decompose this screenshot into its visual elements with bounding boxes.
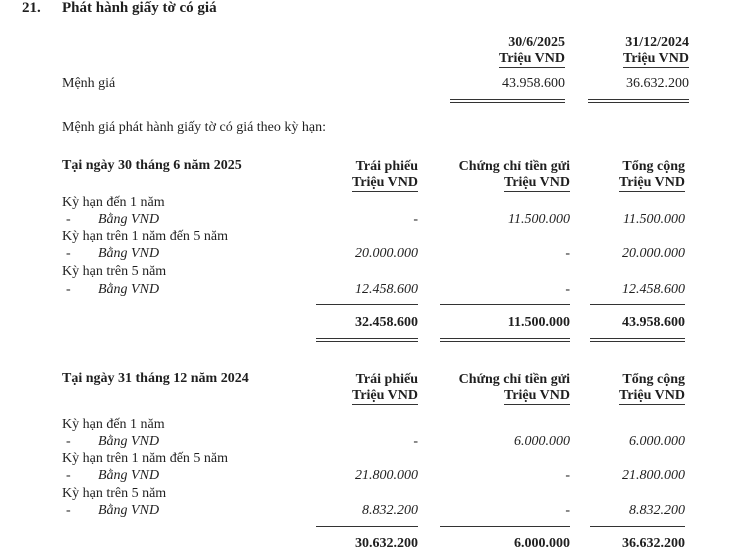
table2-group3-sub: Bằng VND <box>98 503 160 518</box>
table2-group1-label: Kỳ hạn đến 1 năm <box>62 417 165 432</box>
table2-group1-dash: - <box>66 434 71 449</box>
table2-group3-label: Kỳ hạn trên 5 năm <box>62 486 167 501</box>
table2-col2-unit: Triệu VND <box>504 388 570 403</box>
table2-group3-dash: - <box>66 503 71 518</box>
table1-total-rule-3 <box>590 338 685 342</box>
table1-group2-dash: - <box>66 246 71 261</box>
table2-group2-sub: Bằng VND <box>98 468 160 483</box>
table1-group2-label: Kỳ hạn trên 1 năm đến 5 năm <box>62 229 229 244</box>
table1-g2-v3: 20.000.000 <box>622 246 685 261</box>
table2-col1-unit: Triệu VND <box>352 388 418 403</box>
summary-col2-date: 31/12/2024 <box>625 35 689 50</box>
table1-total-rule-2 <box>440 338 570 342</box>
table1-col3-name: Tổng cộng <box>622 159 685 174</box>
table2-g1-v1: - <box>413 434 418 449</box>
summary-row-value-1: 43.958.600 <box>502 76 565 91</box>
table1-col2-name: Chứng chỉ tiền gửi <box>458 159 570 174</box>
table1-total-v1: 32.458.600 <box>355 315 418 330</box>
table2-g2-v3: 21.800.000 <box>622 468 685 483</box>
table2-group2-label: Kỳ hạn trên 1 năm đến 5 năm <box>62 451 229 466</box>
table2-g1-v3: 6.000.000 <box>629 434 685 449</box>
table2-total-v2: 6.000.000 <box>514 536 570 551</box>
table2-subtotal-rule-1 <box>316 526 418 527</box>
table2-subtotal-rule-3 <box>590 526 685 527</box>
table2-col1-name: Trái phiếu <box>355 372 418 387</box>
table1-g2-v1: 20.000.000 <box>355 246 418 261</box>
table1-group1-dash: - <box>66 212 71 227</box>
table1-col1-unit: Triệu VND <box>352 175 418 190</box>
table2-col2-header <box>440 372 570 405</box>
table1-col3-unit: Triệu VND <box>619 175 685 190</box>
table2-group1-sub: Bằng VND <box>98 434 160 449</box>
summary-total-rule-1 <box>450 99 565 103</box>
table1-g1-v3: 11.500.000 <box>623 212 685 227</box>
table1-col3-header <box>590 159 685 192</box>
table2-col3-name: Tổng cộng <box>622 372 685 387</box>
table2-subtotal-rule-2 <box>440 526 570 527</box>
table2-g3-v2: - <box>565 503 570 518</box>
table1-title: Tại ngày 30 tháng 6 năm 2025 <box>62 158 242 173</box>
summary-row-label: Mệnh giá <box>62 76 116 91</box>
table1-total-rule-1 <box>316 338 418 342</box>
summary-col2-header <box>588 35 689 68</box>
table2-g2-v2: - <box>565 468 570 483</box>
table2-total-v3: 36.632.200 <box>622 536 685 551</box>
table1-col1-header <box>316 159 418 192</box>
table2-g3-v1: 8.832.200 <box>362 503 418 518</box>
table1-col2-unit: Triệu VND <box>504 175 570 190</box>
table1-g3-v2: - <box>565 282 570 297</box>
table1-subtotal-rule-3 <box>590 304 685 305</box>
table1-col1-name: Trái phiếu <box>355 159 418 174</box>
table1-group3-dash: - <box>66 282 71 297</box>
summary-row-value-2: 36.632.200 <box>626 76 689 91</box>
table2-total-v1: 30.632.200 <box>355 536 418 551</box>
section-title: Phát hành giấy tờ có giá <box>62 0 217 16</box>
table1-group3-label: Kỳ hạn trên 5 năm <box>62 264 167 279</box>
table1-g3-v3: 12.458.600 <box>622 282 685 297</box>
table1-total-v3: 43.958.600 <box>622 315 685 330</box>
table2-col2-name: Chứng chỉ tiền gửi <box>458 372 570 387</box>
intro-text: Mệnh giá phát hành giấy tờ có giá theo kỳ hạn: <box>62 120 327 135</box>
table2-title: Tại ngày 31 tháng 12 năm 2024 <box>62 371 249 386</box>
table1-group2-sub: Bằng VND <box>98 246 160 261</box>
table2-col3-header <box>590 372 685 405</box>
summary-col2-unit: Triệu VND <box>623 51 689 66</box>
table1-g1-v1: - <box>413 212 418 227</box>
table1-group1-sub: Bằng VND <box>98 212 160 227</box>
table2-col1-header <box>316 372 418 405</box>
table1-total-v2: 11.500.000 <box>507 315 570 330</box>
table2-g3-v3: 8.832.200 <box>629 503 685 518</box>
table2-col3-unit: Triệu VND <box>619 388 685 403</box>
table1-subtotal-rule-1 <box>316 304 418 305</box>
summary-col1-header <box>450 35 565 68</box>
section-number: 21. <box>22 0 41 16</box>
table1-subtotal-rule-2 <box>440 304 570 305</box>
table2-group2-dash: - <box>66 468 71 483</box>
table1-group3-sub: Bằng VND <box>98 282 160 297</box>
summary-col1-unit: Triệu VND <box>499 51 565 66</box>
table2-g2-v1: 21.800.000 <box>355 468 418 483</box>
table1-group1-label: Kỳ hạn đến 1 năm <box>62 195 165 210</box>
table1-g2-v2: - <box>565 246 570 261</box>
table2-g1-v2: 6.000.000 <box>514 434 570 449</box>
table1-g1-v2: 11.500.000 <box>508 212 570 227</box>
summary-total-rule-2 <box>588 99 689 103</box>
summary-col1-date: 30/6/2025 <box>508 35 565 50</box>
table1-g3-v1: 12.458.600 <box>355 282 418 297</box>
table1-col2-header <box>440 159 570 192</box>
